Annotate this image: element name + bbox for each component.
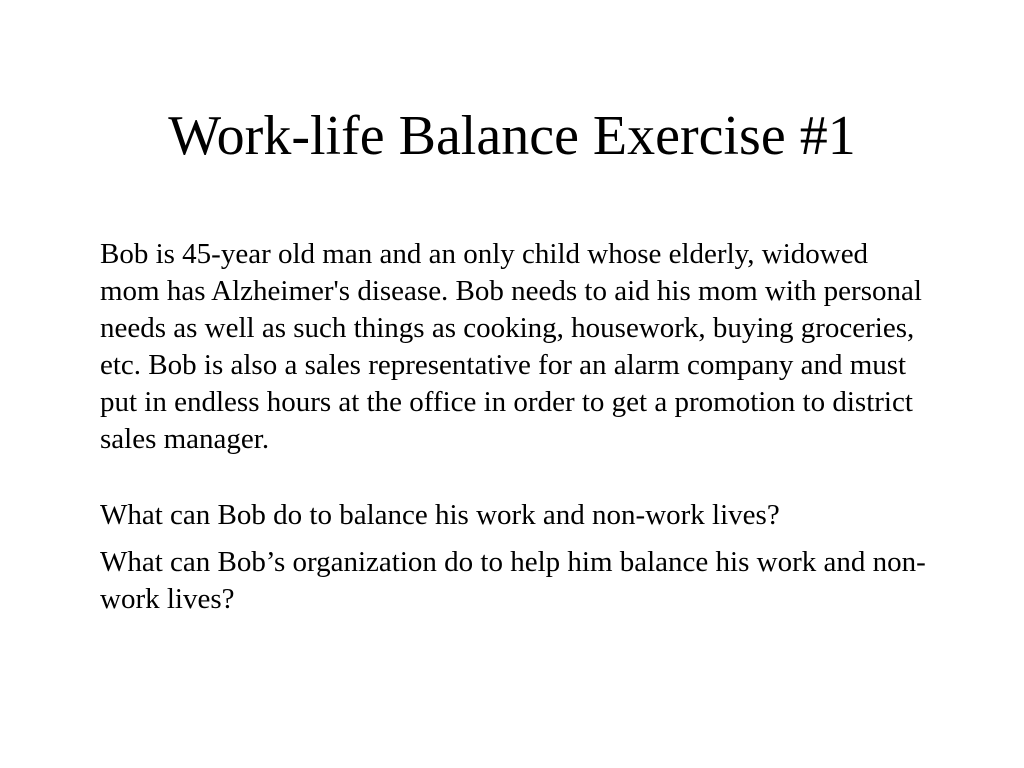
slide-title: Work-life Balance Exercise #1 <box>168 105 856 167</box>
question-1-paragraph: What can Bob do to balance his work and non-work lives? <box>100 499 780 531</box>
slide-content <box>100 236 930 618</box>
question-2-paragraph: What can Bob’s organization do to help him balance his work and non-work lives? <box>100 546 926 615</box>
scenario-paragraph: Bob is 45-year old man and an only child whose elderly, widowed mom has Alzheimer's disease. Bob needs to aid his mom with personal needs as well as such things as cooking, housework, buying groceries, etc. Bob is also a sales representative for an alarm company and must put in endless hours at the office in order to get a promotion to district sales manager. <box>100 238 922 455</box>
